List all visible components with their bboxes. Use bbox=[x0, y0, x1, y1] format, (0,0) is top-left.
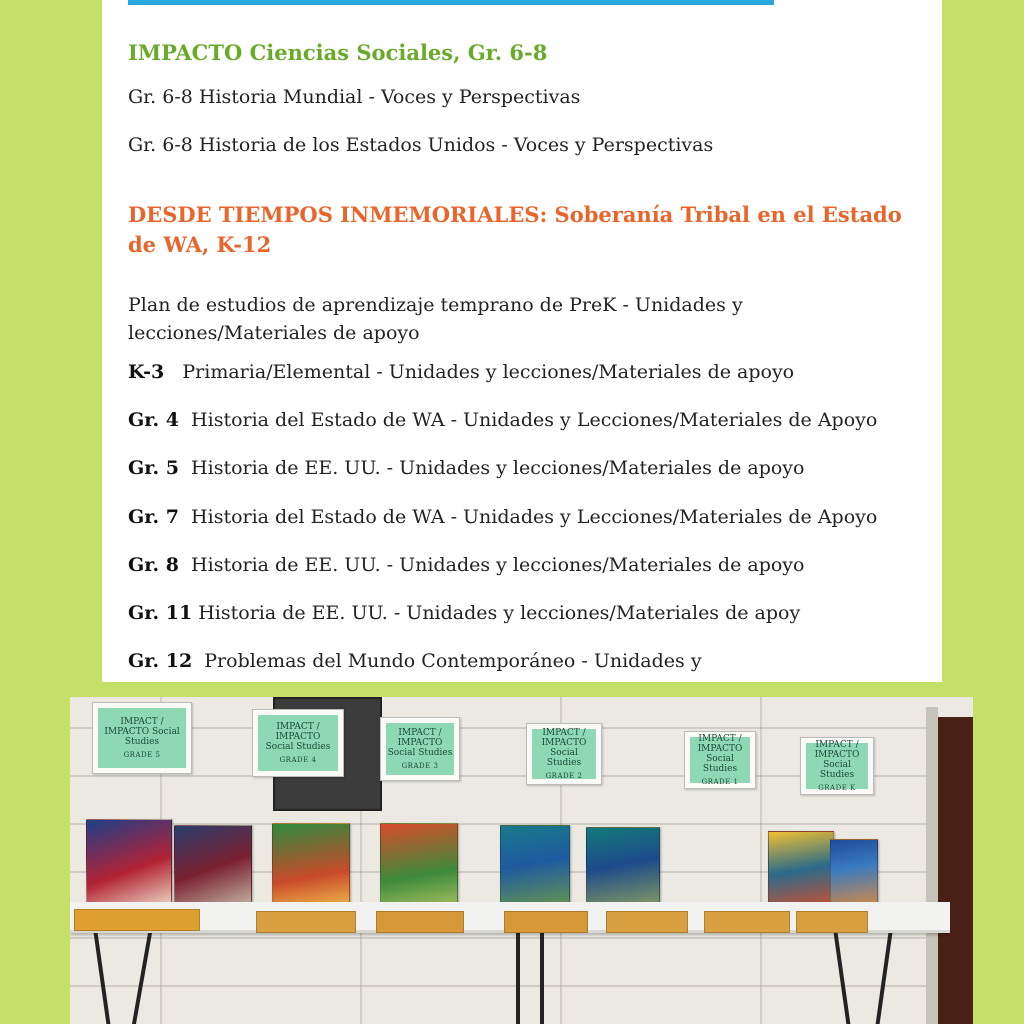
sign-grade: GRADE 4 bbox=[279, 756, 317, 764]
impacto-item-1: Gr. 6-8 Historia Mundial - Voces y Perspectivas bbox=[128, 86, 581, 108]
book bbox=[586, 827, 660, 911]
grade-text: Problemas del Mundo Contemporáneo - Unidades y bbox=[204, 650, 702, 672]
table-leg bbox=[516, 933, 520, 1024]
sign-title: IMPACT / IMPACTO Social Studies bbox=[541, 728, 587, 768]
grade-sign bbox=[800, 737, 874, 795]
classroom-photo bbox=[70, 697, 973, 1024]
grade-label: Gr. 7 bbox=[128, 506, 179, 528]
grade-sign bbox=[684, 731, 756, 789]
wall-line bbox=[760, 697, 762, 1024]
sign-title: IMPACT / IMPACTO Social Studies bbox=[814, 740, 860, 780]
door bbox=[938, 717, 973, 1024]
book bbox=[86, 819, 172, 911]
table-leg bbox=[94, 933, 111, 1024]
book bbox=[500, 825, 570, 911]
table-leg bbox=[876, 933, 893, 1024]
table-leg bbox=[132, 933, 152, 1024]
sign-grade: GRADE K bbox=[818, 784, 856, 792]
impacto-item-2: Gr. 6-8 Historia de los Estados Unidos - Voces y Perspectivas bbox=[128, 134, 714, 156]
table-leg bbox=[834, 933, 851, 1024]
grade-item-11 bbox=[128, 602, 800, 624]
flat-book bbox=[256, 911, 356, 933]
grade-label: Gr. 8 bbox=[128, 554, 179, 576]
grade-label: Gr. 12 bbox=[128, 650, 193, 672]
grade-sign bbox=[526, 723, 602, 785]
grade-text: Historia de EE. UU. - Unidades y lecciones/Materiales de apoyo bbox=[191, 554, 805, 576]
grade-sign bbox=[92, 702, 192, 774]
grade-item-12 bbox=[128, 650, 702, 672]
book bbox=[174, 825, 252, 911]
flat-book bbox=[376, 911, 464, 933]
book bbox=[380, 823, 458, 909]
book bbox=[272, 823, 350, 911]
desde-heading: DESDE TIEMPOS INMEMORIALES: Soberanía Tribal en el Estado de WA, K-12 bbox=[128, 202, 902, 257]
wall-line bbox=[70, 727, 973, 729]
grade-label: Gr. 5 bbox=[128, 457, 179, 479]
flat-book bbox=[704, 911, 790, 933]
sign-grade: GRADE 2 bbox=[545, 772, 583, 780]
grade-text: Historia del Estado de WA - Unidades y Lecciones/Materiales de Apoyo bbox=[191, 409, 878, 431]
wall-line bbox=[70, 985, 973, 987]
grade-text: Primaria/Elemental - Unidades y lecciones/Materiales de apoyo bbox=[182, 361, 795, 383]
prek-item: Plan de estudios de aprendizaje temprano de PreK - Unidades y lecciones/Materiales de apoyo bbox=[128, 294, 743, 344]
grade-text: Historia de EE. UU. - Unidades y lecciones/Materiales de apoy bbox=[198, 602, 801, 624]
grade-item-8 bbox=[128, 554, 804, 576]
sign-title: IMPACT / IMPACTO Social Studies bbox=[697, 734, 743, 774]
sign-title: IMPACT / IMPACTO Social Studies bbox=[265, 722, 331, 752]
door-frame bbox=[926, 707, 938, 1024]
document-card bbox=[102, 0, 942, 682]
grade-item-5 bbox=[128, 457, 804, 479]
grade-label: Gr. 4 bbox=[128, 409, 179, 431]
impacto-heading: IMPACTO Ciencias Sociales, Gr. 6-8 bbox=[128, 40, 548, 65]
grade-item-k3 bbox=[128, 361, 794, 383]
sign-grade: GRADE 1 bbox=[701, 778, 739, 786]
flat-book bbox=[606, 911, 688, 933]
flat-book bbox=[504, 911, 588, 933]
grade-label: Gr. 11 bbox=[128, 602, 193, 624]
grade-item-4 bbox=[128, 409, 877, 431]
grade-sign bbox=[380, 717, 460, 781]
book bbox=[768, 831, 834, 909]
table-leg bbox=[540, 933, 544, 1024]
flat-book bbox=[796, 911, 868, 933]
flat-book bbox=[74, 909, 200, 931]
book bbox=[830, 839, 878, 911]
sign-grade: GRADE 5 bbox=[123, 751, 161, 759]
top-accent-bar bbox=[128, 0, 774, 5]
grade-text: Historia del Estado de WA - Unidades y Lecciones/Materiales de Apoyo bbox=[191, 506, 878, 528]
sign-title: IMPACT / IMPACTO Social Studies bbox=[104, 717, 180, 747]
grade-item-7 bbox=[128, 506, 877, 528]
sign-grade: GRADE 3 bbox=[401, 762, 439, 770]
grade-sign bbox=[252, 709, 344, 777]
grade-label: K-3 bbox=[128, 361, 165, 383]
grade-text: Historia de EE. UU. - Unidades y lecciones/Materiales de apoyo bbox=[191, 457, 805, 479]
sign-title: IMPACT / IMPACTO Social Studies bbox=[387, 728, 453, 758]
